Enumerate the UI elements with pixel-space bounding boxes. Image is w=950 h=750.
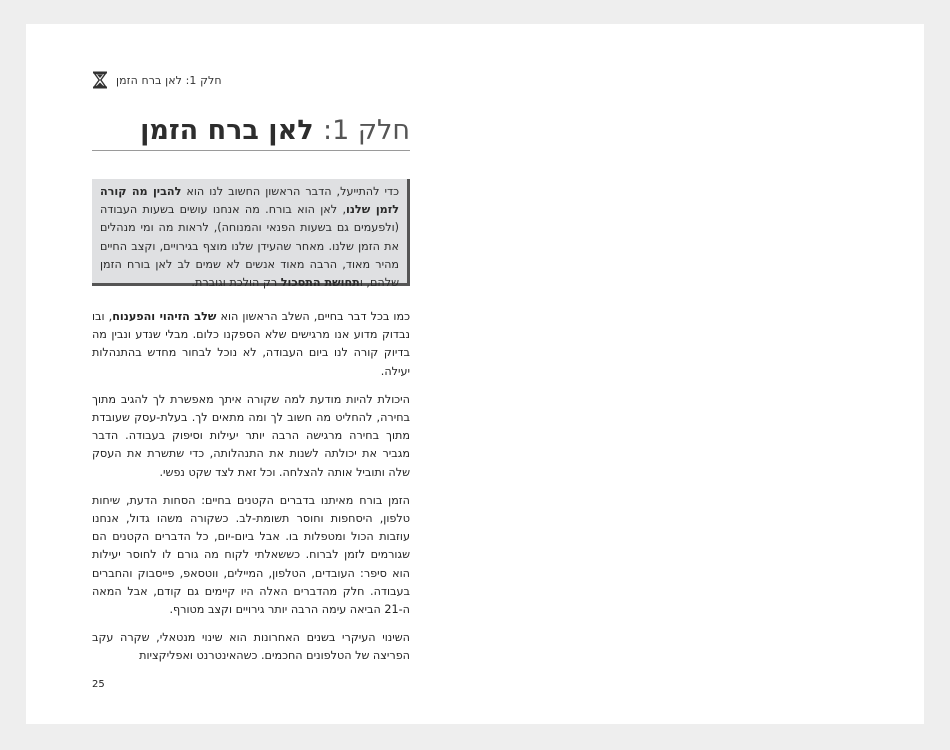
paragraph-text: כמו בכל דבר בחיים, השלב הראשון הוא	[216, 310, 410, 323]
chapter-name: לאן ברח הזמן	[140, 115, 314, 146]
body-text	[92, 308, 410, 676]
callout-text: , לאן הוא בורח. מה אנחנו עושים בשעות העבודה (ולפעמים גם בשעות הפנאי והמנוחה), לראות מה ומי מנהלים את הזמן שלנו. מאחר שהעידן שלנו מוצף בגירויים, וקצב החיים מהיר מאוד, הרבה מאוד אנשים לא שמים לב לאן בורח הזמן שלהם, ו	[100, 203, 399, 290]
paragraph-1	[92, 308, 410, 381]
callout-emphasis: להבין מה קורה לזמן שלנו	[100, 185, 399, 217]
callout-paragraph	[100, 183, 399, 292]
running-head	[92, 71, 222, 89]
callout-emphasis: תחושת התסכול	[280, 276, 360, 290]
chapter-title	[92, 114, 410, 151]
book-page	[26, 24, 924, 724]
callout-text: כדי להתייעל, הדבר הראשון החשוב לנו הוא	[181, 185, 400, 198]
callout-text: רק הולכת וגוברת.	[191, 276, 281, 290]
intro-callout-box	[92, 179, 410, 290]
paragraph-3: הזמן בורח מאיתנו בדברים הקטנים בחיים: הסחות הדעת, שיחות טלפון, היסחפות וחוסר תשומת-לב. כשקורה משהו גדול, אנחנו עוזבות הכול ומטפלות בו. אבל ביום-יום, כל הדברים הקטנים הם שגורמים לזמן לברוח. כששאלתי לקוח מה גורם לו לחוסר יעילות הוא סיפר: העובדים, הטלפון, המיילים, ווטסאפ, פייסבוק והחברים בעבודה. חלק מהדברים האלה היו קיימים גם קודם, אבל המאה ה-21 הביאה עימה הרבה יותר גירויים וקצב מטורף.	[92, 493, 410, 617]
paragraph-4: השינוי העיקרי בשנים האחרונות הוא שינוי מנטאלי, שקרה עקב הפריצה של הטלפונים החכמים. כשהאינטרנט ואפליקציות	[92, 631, 410, 663]
paragraph-text: , ובו נבדוק מדוע אנו מרגישים שלא הספקנו כלום. מבלי שנדע ונבין מה בדיוק קורה לנו ביום העבודה, לא נוכל לבחור מחדש בהתנהלות יעילה.	[92, 310, 410, 378]
hourglass-icon	[92, 71, 108, 89]
chapter-part-label: חלק 1:	[322, 115, 410, 146]
paragraph-2: היכולת להיות מודעת למה שקורה איתך מאפשרת לך להגיב מתוך בחירה, להחליט מה חשוב לך ומה מתאים לך. בעלת-עסק שעובדת מתוך בחירה מרגישה הרבה יותר יעילות וסיפוק בעבודה. הדבר מגביר את יכולתה לשנות את התנהלותה, כדי שתשרת את העסק שלה ותוביל אותה להצלחה. וכל זאת לצד שקט נפשי.	[92, 392, 410, 479]
paragraph-emphasis: שלב הזיהוי והפענוח	[112, 310, 217, 323]
running-head-text: חלק 1: לאן ברח הזמן	[116, 73, 222, 87]
page-number: 25	[92, 679, 105, 690]
